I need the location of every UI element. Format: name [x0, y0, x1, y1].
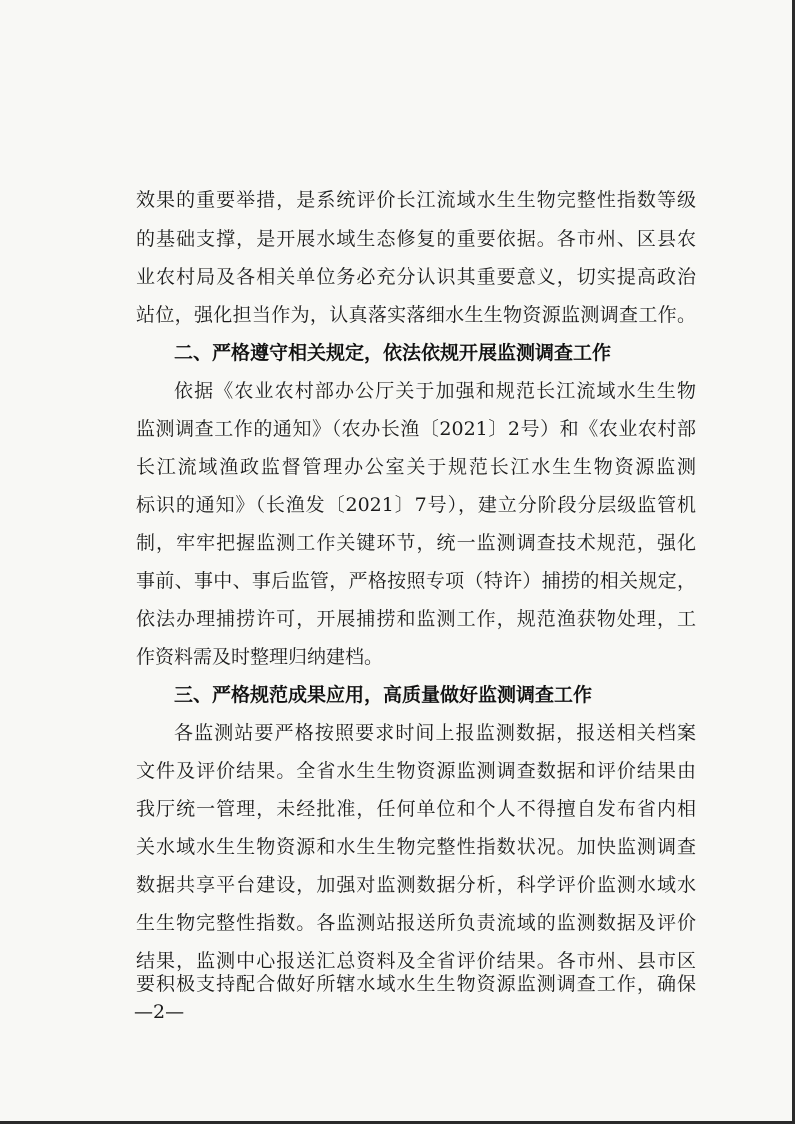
text-line: 长江流域渔政监督管理办公室关于规范长江水生生物资源监测 — [136, 456, 696, 478]
text-line: 业农村局及各相关单位务必充分认识其重要意义，切实提高政治 — [136, 266, 696, 288]
text-line: 的基础支撑，是开展水域生态修复的重要依据。各市州、区县农 — [136, 228, 696, 250]
text-line: 结果，监测中心报送汇总资料及全省评价结果。各市州、县市区 — [136, 950, 696, 972]
text-line: 生生物完整性指数。各监测站报送所负责流域的监测数据及评价 — [136, 912, 696, 934]
text-line: 标识的通知》（长渔发〔2021〕7号），建立分阶段分层级监管机 — [136, 494, 696, 516]
text-line: 依法办理捕捞许可，开展捕捞和监测工作，规范渔获物处理，工 — [136, 608, 696, 630]
text-line: 关水域水生生物资源和水生生物完整性指数状况。加快监测调查 — [136, 836, 696, 858]
text-line: 作资料需及时整理归纳建档。 — [136, 646, 384, 668]
text-line: 依据《农业农村部办公厅关于加强和规范长江流域水生生物 — [174, 380, 696, 402]
section-heading-3: 三、严格规范成果应用，高质量做好监测调查工作 — [174, 684, 593, 706]
text-line: 监测调查工作的通知》（农办长渔〔2021〕2号）和《农业农村部 — [136, 418, 696, 440]
text-line: 效果的重要举措，是系统评价长江流域水生生物完整性指数等级 — [136, 189, 696, 211]
section-heading-2: 二、严格遵守相关规定，依法依规开展监测调查工作 — [174, 342, 612, 364]
text-line: 各监测站要严格按照要求时间上报监测数据，报送相关档案 — [174, 722, 696, 744]
text-line: 制，牢牢把握监测工作关键环节，统一监测调查技术规范，强化 — [136, 532, 696, 554]
text-line: 要积极支持配合做好所辖水域水生生物资源监测调查工作，确保 — [136, 973, 696, 995]
text-line: 站位，强化担当作为，认真落实落细水生生物资源监测调查工作。 — [136, 304, 696, 326]
text-line: 事前、事中、事后监管，严格按照专项（特许）捕捞的相关规定， — [136, 570, 696, 592]
text-line: 文件及评价结果。全省水生生物资源监测调查数据和评价结果由 — [136, 760, 696, 782]
page-number: —2— — [134, 1001, 185, 1023]
text-line: 我厅统一管理，未经批准，任何单位和个人不得擅自发布省内相 — [136, 798, 696, 820]
text-line: 数据共享平台建设，加强对监测数据分析，科学评价监测水域水 — [136, 874, 696, 896]
